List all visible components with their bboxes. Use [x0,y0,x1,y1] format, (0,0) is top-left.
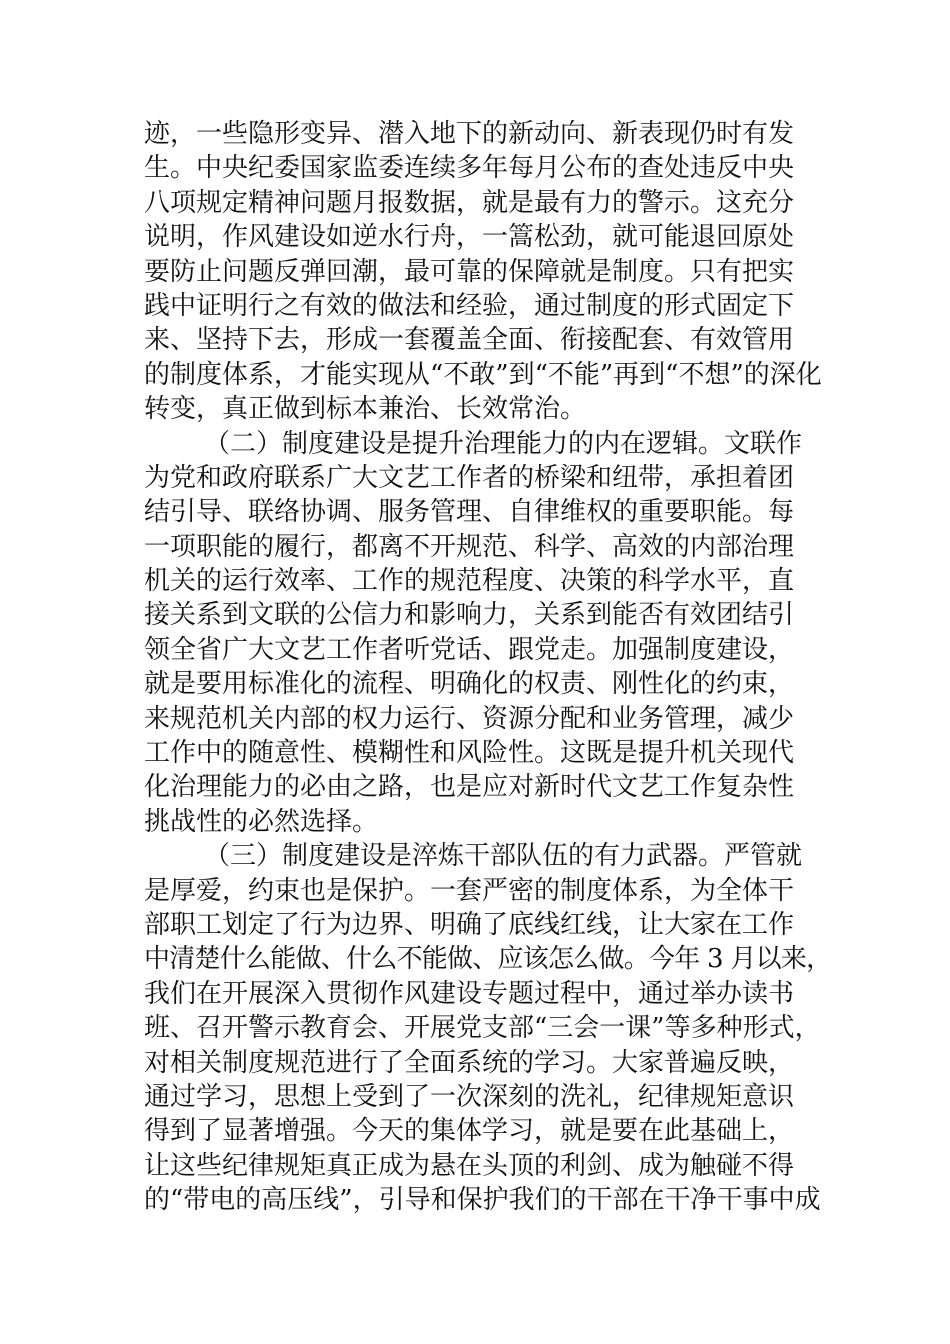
text-line: 领全省广大文艺工作者听党话、跟党走。加强制度建设， [144,634,795,665]
text-line: 部职工划定了行为边界、明确了底线红线，让大家在工作 [144,909,795,940]
text-line: 的制度体系，才能实现从“不敢”到“不能”再到“不想”的深化 [144,359,822,390]
text-line: 工作中的随意性、模糊性和风险性。这既是提升机关现代 [144,738,795,769]
text-line: 机关的运行效率、工作的规范程度、决策的科学水平，直 [144,566,795,597]
text-line: 要防止问题反弹回潮，最可靠的保障就是制度。只有把实 [144,256,795,287]
text-line: 通过学习，思想上受到了一次深刻的洗礼，纪律规矩意识 [144,1081,795,1112]
text-line: 践中证明行之有效的做法和经验，通过制度的形式固定下 [144,290,795,321]
paragraph-first-line: （二）制度建设是提升治理能力的内在逻辑。文联作 [204,428,803,459]
text-line: 我们在开展深入贯彻作风建设专题过程中，通过举办读书 [144,978,795,1009]
text-line: 来规范机关内部的权力运行、资源分配和业务管理，减少 [144,703,795,734]
text-line: 是厚爱，约束也是保护。一套严密的制度体系，为全体干 [144,875,795,906]
text-line: 的“带电的高压线”，引导和保护我们的干部在干净干事中成 [144,1185,821,1216]
text-line: 生。中央纪委国家监委连续多年每月公布的查处违反中央 [144,153,795,184]
text-line: 说明，作风建设如逆水行舟，一篙松劲，就可能退回原处 [144,222,795,253]
text-line: 迹，一些隐形变异、潜入地下的新动向、新表现仍时有发 [144,119,795,149]
text-line: 结引导、联络协调、服务管理、自律维权的重要职能。每 [144,497,795,528]
text-line: 挑战性的必然选择。 [144,806,379,837]
text-line: 为党和政府联系广大文艺工作者的桥梁和纽带，承担着团 [144,462,795,493]
text-line: 接关系到文联的公信力和影响力，关系到能否有效团结引 [144,600,795,631]
text-line: 八项规定精神问题月报数据，就是最有力的警示。这充分 [144,187,795,218]
text-line: 一项职能的履行，都离不开规范、科学、高效的内部治理 [144,531,795,562]
document-body-text [144,117,834,1218]
text-line: 对相关制度规范进行了全面系统的学习。大家普遍反映， [144,1047,795,1078]
text-line: 得到了显著增强。今天的集体学习，就是要在此基础上， [144,1116,795,1147]
text-line: 让这些纪律规矩真正成为悬在头顶的利剑、成为触碰不得 [144,1150,795,1181]
paragraph-first-line: （三）制度建设是淬炼干部队伍的有力武器。严管就 [204,841,803,872]
text-line: 就是要用标准化的流程、明确化的权责、刚性化的约束， [144,669,795,700]
text-line: 化治理能力的必由之路，也是应对新时代文艺工作复杂性 [144,772,795,803]
text-line: 来、坚持下去，形成一套覆盖全面、衔接配套、有效管用 [144,325,795,356]
text-line: 中清楚什么能做、什么不能做、应该怎么做。今年 3 月以来， [144,944,832,975]
text-line: 转变，真正做到标本兼治、长效常治。 [144,394,587,425]
text-line: 班、召开警示教育会、开展党支部“三会一课”等多种形式， [144,1013,821,1044]
